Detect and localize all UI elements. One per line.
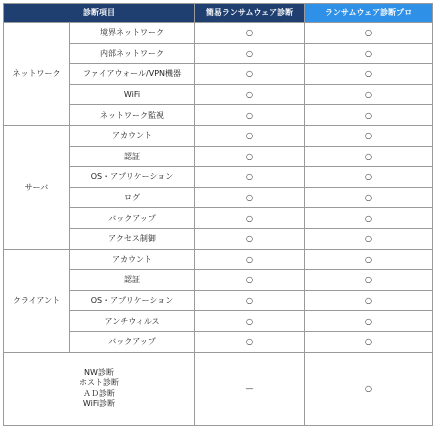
pro-mark: ○ [305,290,433,311]
pro-mark: ○ [305,352,433,425]
pro-mark: ○ [305,125,433,146]
row-item: ネットワーク監視 [70,105,195,126]
row-item: アカウント [70,125,195,146]
pro-mark: ○ [305,331,433,352]
header-basic-plan: 簡易ランサムウェア診断 [195,4,305,23]
table-row [4,249,433,270]
basic-mark: — [195,352,305,425]
pro-mark: ○ [305,43,433,64]
pro-mark: ○ [305,249,433,270]
table-row [4,23,433,44]
basic-mark: ○ [195,290,305,311]
row-item: ファイアウォール/VPN機器 [70,64,195,85]
row-item: 境界ネットワーク [70,23,195,44]
basic-mark: ○ [195,249,305,270]
table-row [4,125,433,146]
diagnostic-wifi: WiFi診断 [82,398,116,408]
row-item: アクセス制御 [70,228,195,249]
header-pro-plan: ランサムウェア診断プロ [305,4,433,23]
row-item: 認証 [70,146,195,167]
basic-mark: ○ [195,331,305,352]
row-item: OS・アプリケーション [70,167,195,188]
diagnostics-list [4,352,195,425]
row-item: 認証 [70,270,195,291]
header-row [4,4,433,23]
row-item: WiFi [70,84,195,105]
basic-mark: ○ [195,146,305,167]
basic-mark: ○ [195,187,305,208]
pro-mark: ○ [305,64,433,85]
pro-mark: ○ [305,311,433,332]
basic-mark: ○ [195,125,305,146]
basic-mark: ○ [195,311,305,332]
row-item: OS・アプリケーション [70,290,195,311]
row-item: アカウント [70,249,195,270]
diagnostic-ad: ＡＤ診断 [83,388,115,398]
diagnostic-nw: NW診断 [84,367,114,377]
basic-mark: ○ [195,64,305,85]
pro-mark: ○ [305,23,433,44]
row-item: アンチウィルス [70,311,195,332]
pro-mark: ○ [305,105,433,126]
comparison-table [3,3,433,426]
category-network: ネットワーク [4,23,70,126]
basic-mark: ○ [195,23,305,44]
pro-mark: ○ [305,270,433,291]
row-item: 内部ネットワーク [70,43,195,64]
basic-mark: ○ [195,84,305,105]
basic-mark: ○ [195,43,305,64]
basic-mark: ○ [195,270,305,291]
category-server: サーバ [4,125,70,249]
pro-mark: ○ [305,84,433,105]
row-item: バックアップ [70,331,195,352]
row-item: バックアップ [70,208,195,229]
diagnostic-host: ホスト診断 [79,378,119,388]
basic-mark: ○ [195,105,305,126]
pro-mark: ○ [305,187,433,208]
pro-mark: ○ [305,228,433,249]
header-item: 診断項目 [4,4,195,23]
pro-mark: ○ [305,167,433,188]
category-client: クライアント [4,249,70,352]
row-item: ログ [70,187,195,208]
table-row-diagnostics [4,352,433,425]
pro-mark: ○ [305,146,433,167]
basic-mark: ○ [195,208,305,229]
pro-mark: ○ [305,208,433,229]
basic-mark: ○ [195,167,305,188]
basic-mark: ○ [195,228,305,249]
